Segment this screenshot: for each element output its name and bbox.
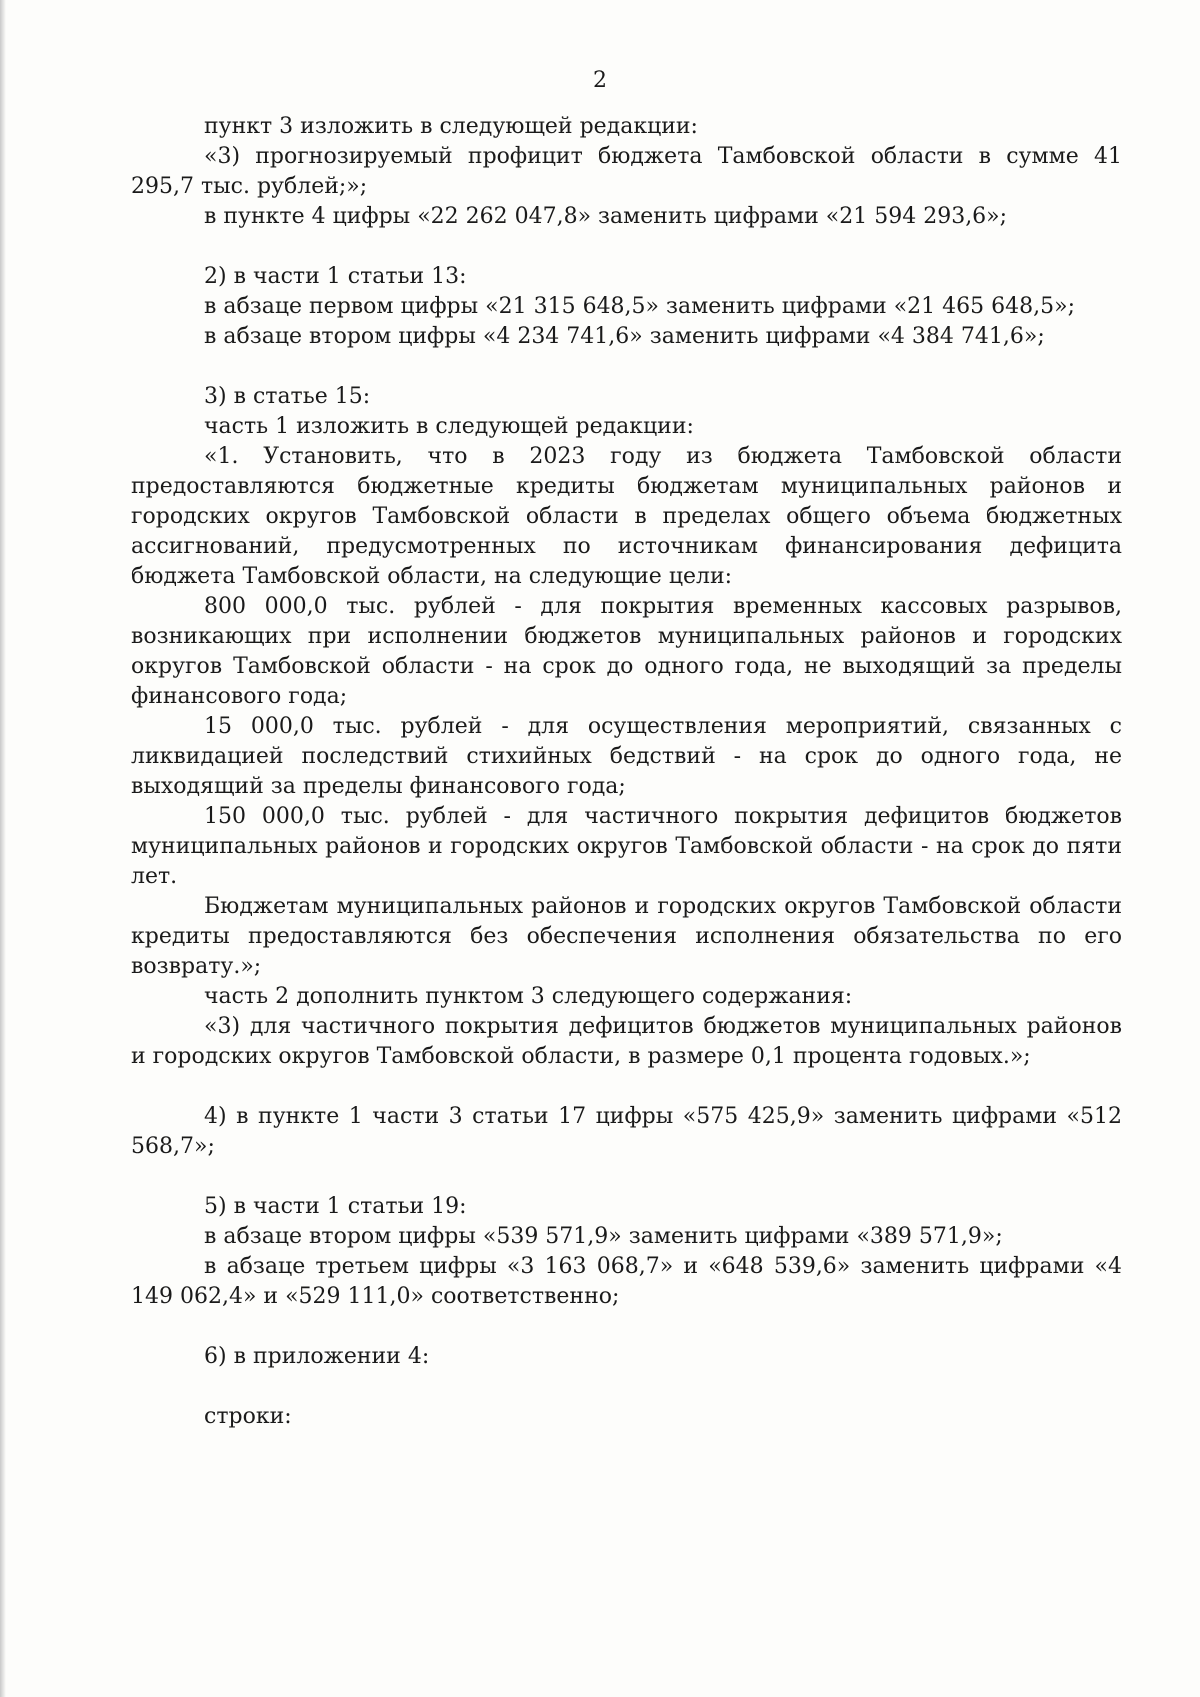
spacer <box>131 1372 1122 1402</box>
paragraph: часть 2 дополнить пунктом 3 следующего содержания: <box>204 984 853 1009</box>
spacer <box>131 1162 1122 1192</box>
document-body <box>131 112 1122 1432</box>
paragraph: строки: <box>204 1404 292 1429</box>
scan-edge-shadow <box>0 0 6 1697</box>
paragraph: 150 000,0 тыс. рублей - для частичного покрытия дефицитов бюджетов муниципальных районов и городских округов Тамбовской области - на срок до пяти лет. <box>131 804 1122 889</box>
paragraph: в абзаце первом цифры «21 315 648,5» заменить цифрами «21 465 648,5»; <box>204 294 1075 319</box>
spacer <box>131 232 1122 262</box>
paragraph: 15 000,0 тыс. рублей - для осуществления мероприятий, связанных с ликвидацией последствий стихийных бедствий - на срок до одного года, не выходящий за пределы финансового года; <box>131 714 1122 799</box>
page-number: 2 <box>593 68 607 93</box>
paragraph: «3) для частичного покрытия дефицитов бюджетов муниципальных районов и городских округов Тамбовской области, в размере 0,1 процента годовых.»; <box>131 1014 1122 1069</box>
paragraph: часть 1 изложить в следующей редакции: <box>204 414 694 439</box>
paragraph: Бюджетам муниципальных районов и городских округов Тамбовской области кредиты предоставляются без обеспечения исполнения обязательства по его возврату.»; <box>131 894 1122 979</box>
paragraph: 4) в пункте 1 части 3 статьи 17 цифры «575 425,9» заменить цифрами «512 568,7»; <box>131 1104 1122 1159</box>
paragraph: в абзаце третьем цифры «3 163 068,7» и «648 539,6» заменить цифрами «4 149 062,4» и «529 111,0» соответственно; <box>131 1254 1122 1309</box>
paragraph: 800 000,0 тыс. рублей - для покрытия временных кассовых разрывов, возникающих при исполнении бюджетов муниципальных районов и городских округов Тамбовской области - на срок до одного года, не выходящий за пределы финансового года; <box>131 594 1122 709</box>
spacer <box>131 1072 1122 1102</box>
paragraph: в абзаце втором цифры «4 234 741,6» заменить цифрами «4 384 741,6»; <box>204 324 1045 349</box>
paragraph: 3) в статье 15: <box>204 384 371 409</box>
spacer <box>131 352 1122 382</box>
paragraph: «1. Установить, что в 2023 году из бюджета Тамбовской области предоставляются бюджетные кредиты бюджетам муниципальных районов и городских округов Тамбовской области в пределах общего объема бюджетных ассигнований, предусмотренных по источникам финансирования дефицита бюджета Тамбовской области, на следующие цели: <box>131 444 1122 589</box>
paragraph: в абзаце втором цифры «539 571,9» заменить цифрами «389 571,9»; <box>204 1224 1003 1249</box>
paragraph: «3) прогнозируемый профицит бюджета Тамбовской области в сумме 41 295,7 тыс. рублей;»; <box>131 144 1122 199</box>
spacer <box>131 1312 1122 1342</box>
paragraph: пункт 3 изложить в следующей редакции: <box>204 114 698 139</box>
paragraph: 2) в части 1 статьи 13: <box>204 264 467 289</box>
paragraph: 5) в части 1 статьи 19: <box>204 1194 467 1219</box>
paragraph: в пункте 4 цифры «22 262 047,8» заменить цифрами «21 594 293,6»; <box>204 204 1008 229</box>
paragraph: 6) в приложении 4: <box>204 1344 430 1369</box>
